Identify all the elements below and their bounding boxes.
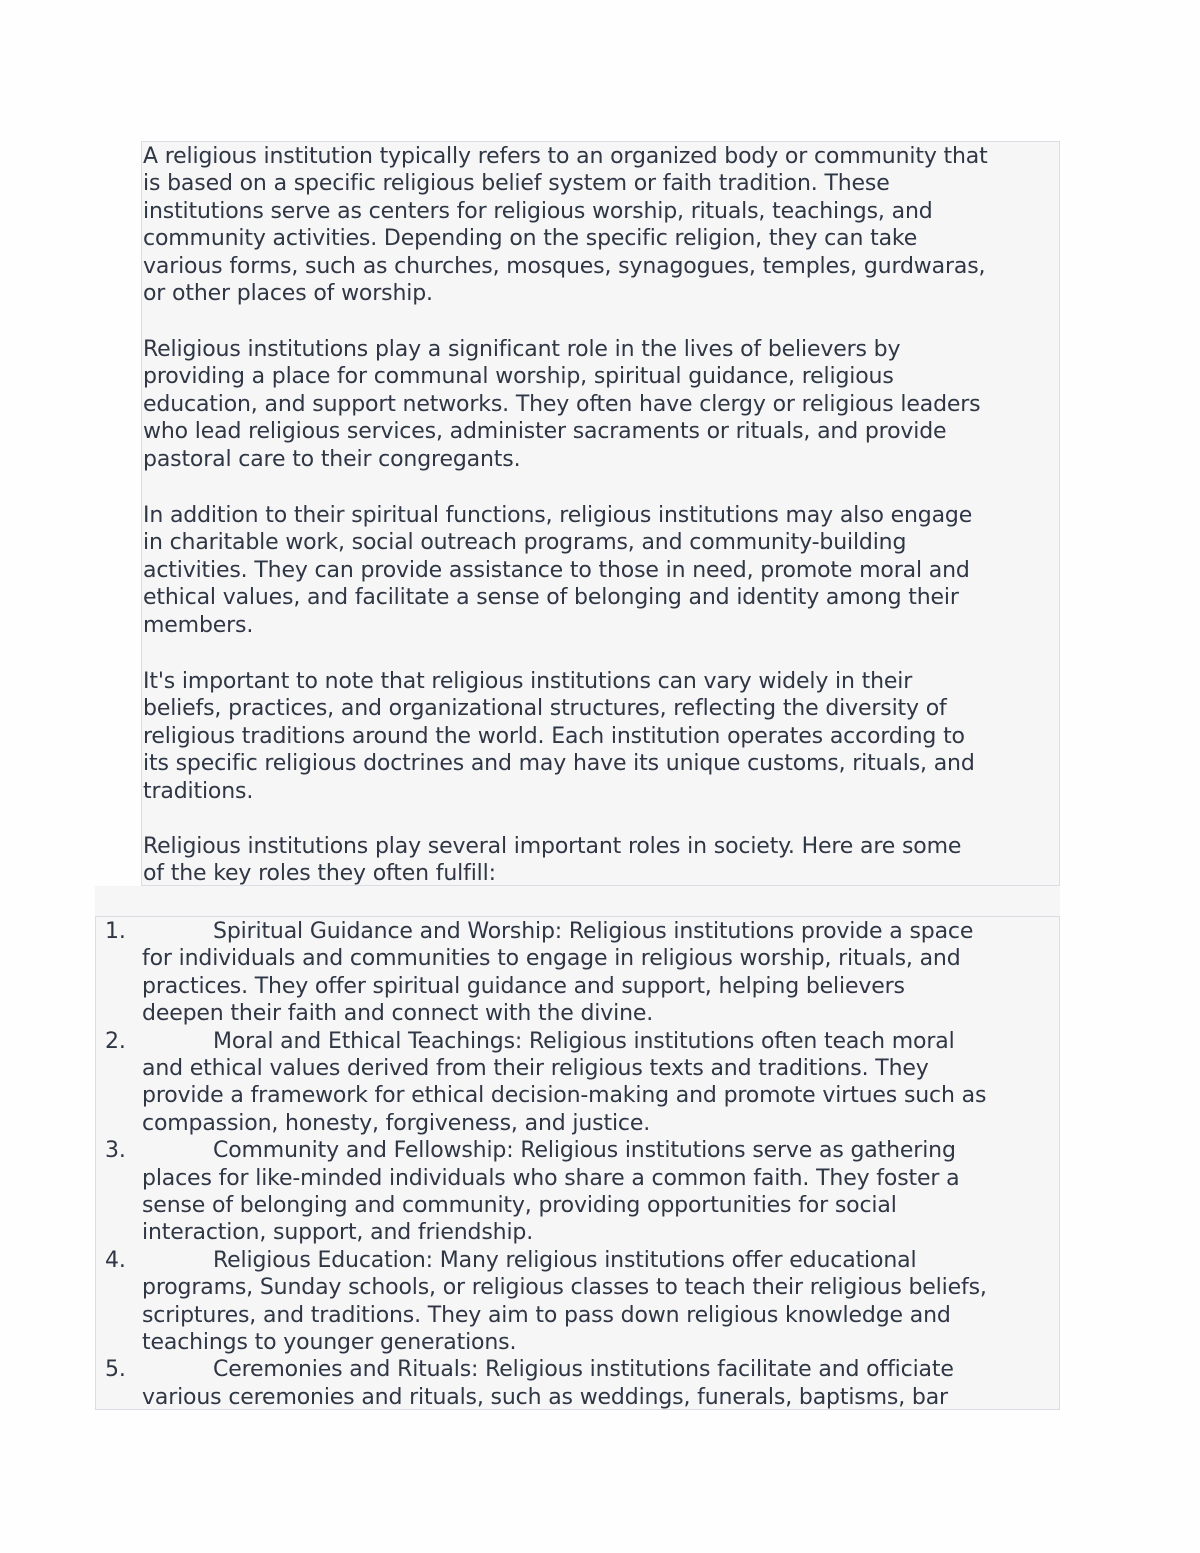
list-item-continuation [142, 1165, 959, 1247]
text-line: various ceremonies and rituals, such as weddings, funerals, baptisms, bar [142, 1384, 948, 1410]
intro-paragraph-1 [143, 143, 988, 307]
text-line: who lead religious services, administer sacraments or rituals, and provide [143, 419, 947, 445]
text-line: It's important to note that religious institutions can vary widely in their [143, 669, 913, 694]
text-line: pastoral care to their congregants. [143, 446, 521, 472]
list-item-first-line: Spiritual Guidance and Worship: Religious institutions provide a space [213, 919, 974, 944]
intro-paragraph-3 [143, 502, 972, 639]
text-line: of the key roles they often fulfill: [143, 861, 496, 887]
text-line: In addition to their spiritual functions, religious institutions may also engage [143, 503, 973, 528]
intro-paragraph-4 [143, 668, 975, 805]
list-number: 3. [105, 1138, 126, 1164]
list-number: 1. [105, 919, 126, 944]
roles-list [95, 916, 1060, 1410]
text-line: beliefs, practices, and organizational structures, reflecting the diversity of [143, 696, 947, 722]
list-item-first-line: Community and Fellowship: Religious institutions serve as gathering [213, 1138, 956, 1164]
text-line: compassion, honesty, forgiveness, and justice. [142, 1110, 651, 1136]
text-line: practices. They offer spiritual guidance and support, helping believers [142, 973, 905, 999]
text-line: programs, Sunday schools, or religious classes to teach their religious beliefs, [142, 1275, 987, 1301]
text-line: scriptures, and traditions. They aim to pass down religious knowledge and [142, 1302, 951, 1328]
text-line: and ethical values derived from their religious texts and traditions. They [142, 1055, 929, 1081]
section-gap [95, 886, 1060, 916]
text-line: community activities. Depending on the specific religion, they can take [143, 226, 918, 252]
text-line: or other places of worship. [143, 280, 433, 306]
text-line: interaction, support, and friendship. [142, 1220, 534, 1246]
text-line: members. [143, 612, 254, 638]
text-line: institutions serve as centers for religious worship, rituals, teachings, and [143, 198, 933, 224]
text-line: Religious institutions play several important roles in society. Here are some [143, 834, 962, 859]
text-line: is based on a specific religious belief system or faith tradition. These [143, 171, 890, 197]
intro-paragraph-5 [143, 833, 961, 888]
text-line: ethical values, and facilitate a sense of belonging and identity among their [143, 585, 959, 611]
intro-paragraph-2 [143, 336, 980, 473]
list-item-continuation [142, 1055, 986, 1137]
text-line: sense of belonging and community, providing opportunities for social [142, 1192, 897, 1218]
text-line: places for like-minded individuals who share a common faith. They foster a [142, 1165, 960, 1191]
list-item-continuation [142, 945, 961, 1027]
text-line: various forms, such as churches, mosques, synagogues, temples, gurdwaras, [143, 253, 986, 279]
text-line: provide a framework for ethical decision-making and promote virtues such as [142, 1083, 987, 1109]
intro-text-block [141, 141, 1060, 886]
text-line: traditions. [143, 778, 254, 804]
text-line: education, and support networks. They often have clergy or religious leaders [143, 391, 981, 417]
list-item-continuation [142, 1384, 948, 1410]
list-item-first-line: Religious Education: Many religious institutions offer educational [213, 1247, 917, 1273]
list-number: 4. [105, 1247, 126, 1273]
list-item-continuation [142, 1274, 987, 1356]
text-line: for individuals and communities to engage in religious worship, rituals, and [142, 946, 961, 972]
text-line: Religious institutions play a significant role in the lives of believers by [143, 337, 901, 362]
text-line: providing a place for communal worship, spiritual guidance, religious [143, 364, 894, 390]
list-item-first-line: Moral and Ethical Teachings: Religious institutions often teach moral [213, 1028, 955, 1054]
list-number: 5. [105, 1357, 126, 1383]
list-number: 2. [105, 1028, 126, 1054]
list-item-first-line: Ceremonies and Rituals: Religious institutions facilitate and officiate [213, 1357, 954, 1383]
text-line: deepen their faith and connect with the divine. [142, 1001, 654, 1027]
text-line: activities. They can provide assistance to those in need, promote moral and [143, 557, 970, 583]
text-line: in charitable work, social outreach programs, and community-building [143, 530, 907, 556]
text-line: teachings to younger generations. [142, 1329, 517, 1355]
text-line: its specific religious doctrines and may have its unique customs, rituals, and [143, 751, 975, 777]
text-line: A religious institution typically refers to an organized body or community that [143, 144, 988, 169]
text-line: religious traditions around the world. Each institution operates according to [143, 723, 965, 749]
